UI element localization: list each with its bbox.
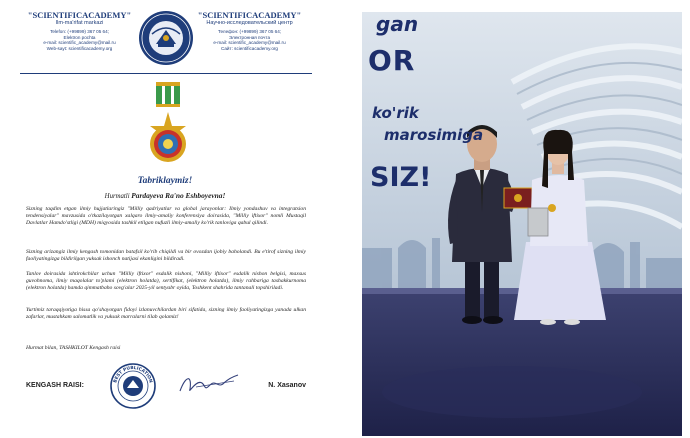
header-right-contacts (192, 10, 307, 51)
seal-stamp-icon (110, 363, 156, 409)
org-subtitle-left: Ilm-ma'rifat markazi (55, 20, 104, 26)
org-name-right: "SCIENTIFICACADEMY" (197, 10, 302, 20)
banner-fragment-korik: ko'rik (372, 104, 419, 122)
header-divider (20, 73, 312, 74)
greeting-prefix: Hurmatli (104, 193, 130, 200)
letter-paragraph-4: Yurtimiz taraqqiyotiga hissa qo'shayotgan fidoyi izlanuvchilardan biri sifatida, sizning ilmiy faoliyatingizga yanada ulkan zafarlar, mustahkam salomatlik va yuksak marralarni tilab qolamiz! (26, 307, 306, 320)
letter-paragraph-1: Sizning taqdim etgan ilmiy hujjatlaringiz "Milliy qadriyatlar va global jarayonlar: Ilmiy yondashuv va integratsion tendensiyalar" mavzusida o'tkazilayotgan xalqaro ilmiy-amaliy konferensiya doirasida, "Milliy iftixor" nomli Mustaqil Davlatlar Hamdo'stligi (MDH) miqyosida tashkil etilgan nufuzli ilmiy-amaliy ko'rik tanloviga qabul qilindi. (26, 206, 306, 226)
banner-fragment-or: OR (368, 44, 416, 77)
award-ceremony-photo (362, 12, 682, 436)
signature-name: N. Xasanov (268, 382, 306, 389)
recipient-greeting (0, 191, 330, 200)
org-subtitle-right: Научно-исследовательский центр (206, 20, 293, 26)
org-name-left: "SCIENTIFICACADEMY" (27, 10, 132, 20)
email-left: e-mail: scientific_academy@mail.ru (43, 40, 116, 46)
phone-right: Телефон: (+99899) 367 05 64; (217, 29, 282, 34)
phone-left: Telefon: (+99899) 367 05 64; (50, 29, 109, 34)
congratulations-heading: Tabriklaymiz! (137, 176, 193, 186)
award-letter (0, 0, 330, 438)
website-left: Web-sayt: scientificacademy.org (46, 45, 113, 51)
svg-text:BEST PUBLICATION: BEST PUBLICATION (113, 365, 153, 384)
signature-block (26, 365, 308, 411)
letter-paragraph-3: Tanlov doirasida ishtirokchilar uchun "Milliy iftixor" esdalik nishoni, "Milliy iftixor" esdalik nishon belgisi, maxsus guvohnoma, ilmiy maqolalar to'plami (elektron holatda), sertifikat, (elektron holatda), ilmiy rahbariga tashakkurnoma (elektron holatda) hamda qimmatbaho sovg'alar 2025-yil sentyabr oyida, Toshkent shahrida tantanali topshiriladi. (26, 271, 306, 291)
website-right: Сайт: scientificacademy.org (221, 45, 278, 51)
banner-fragment-marosimiga: marosimiga (384, 126, 484, 144)
medal-icon (140, 82, 196, 174)
banner-fragment-siz: SIZ! (370, 162, 432, 193)
regards-line: Hurmat bilan, TASHKILOT Kengash raisi (26, 345, 121, 351)
letter-paragraph-2: Sizning arizangiz ilmiy kengash tomonidan batafsil ko'rib chiqildi va bir ovozdan ijobiy baholandi. Bu e'tirof sizning ilmiy faoliyatingizga bildirilgan yuksak ishonch natijasi ekanligini bildiradi. (26, 249, 306, 262)
header-left-contacts (22, 10, 137, 51)
email-label-right: Электронная почта (229, 34, 270, 40)
handwritten-signature-icon (176, 371, 242, 397)
recipient-name: Pardayeva Ra'no Eshboyevna! (131, 191, 226, 200)
email-right: e-mail: scientific_academy@mail.ru (213, 40, 286, 46)
banner-fragment-gan: gan (376, 12, 419, 36)
email-label-left: Elektron pochta (63, 34, 96, 40)
academy-emblem-icon (138, 8, 194, 68)
signature-role: KENGASH RAISI: (26, 382, 84, 389)
